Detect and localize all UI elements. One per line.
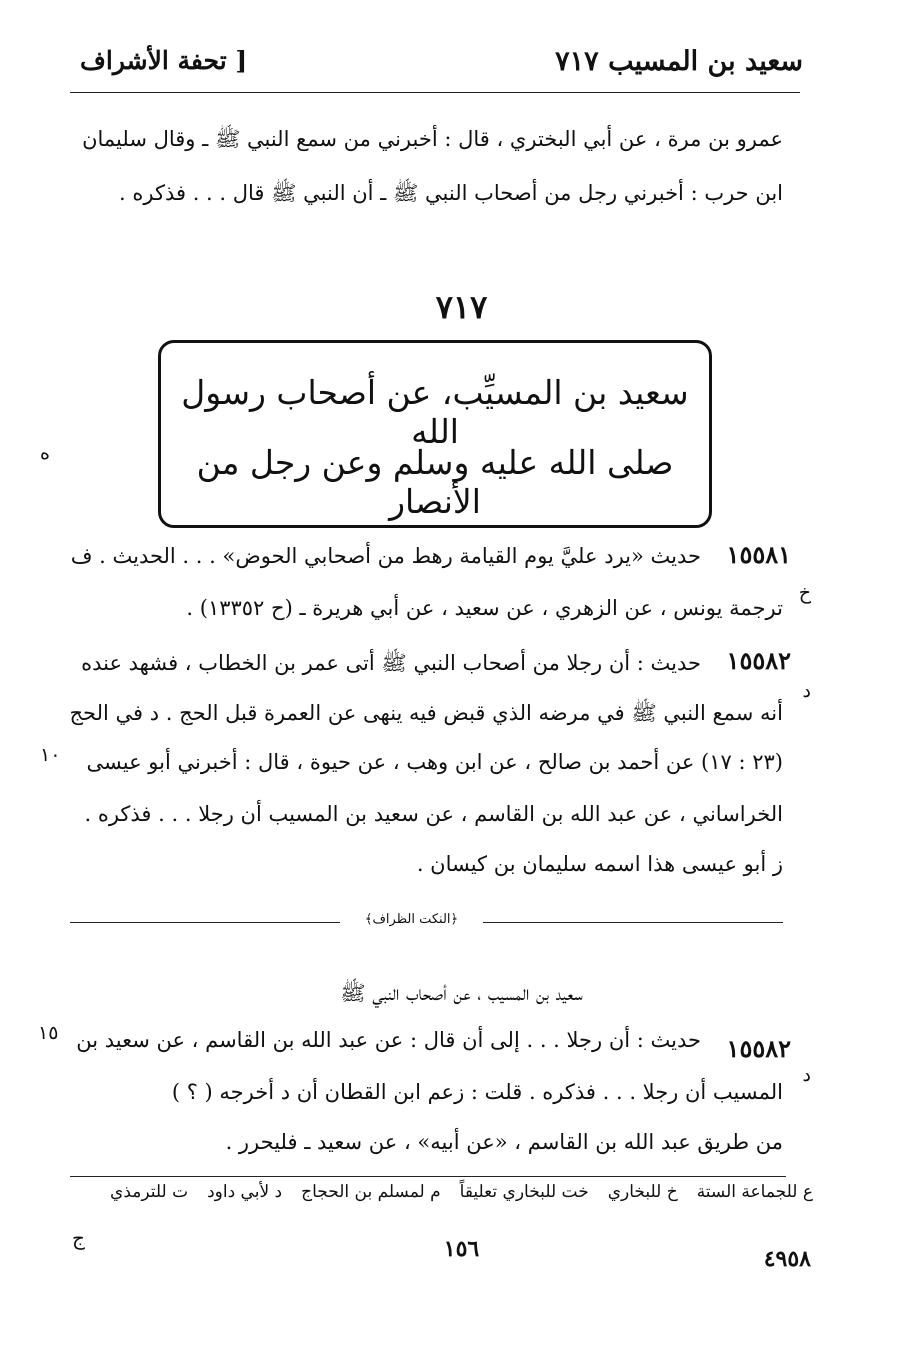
divider-rule-right [483, 922, 783, 923]
hadith-number-15582-nukat: ١٥٥٨٢ [726, 1034, 791, 1063]
nukat-line-2: المسيب أن رجلا . . . فذكره . قلت : زعم ابن القطان أن د أخرجه ( ؟ ) [171, 1080, 783, 1104]
chapter-title-line-2: صلى الله عليه وسلم وعن رجل من الأنصار [196, 443, 674, 521]
sigla-item: خ للبخاري [607, 1182, 678, 1202]
entry-15582-line-5: ز أبو عيسى هذا اسمه سليمان بن كيسان . [416, 852, 783, 876]
footnote-sigla [110, 1182, 813, 1202]
running-header-title: سعيد بن المسيب ٧١٧ [555, 46, 803, 77]
header-rule [70, 92, 800, 93]
chapter-title-box [158, 340, 712, 528]
margin-line-number-15: ١٥ [38, 1022, 59, 1044]
margin-line-number-10: ١٠ [40, 744, 61, 766]
entry-15582-line-1: حديث : أن رجلا من أصحاب النبي ﷺ أتى عمر بن الخطاب ، فشهد عنده [81, 651, 701, 675]
bottom-sequence-number: ٤٩٥٨ [763, 1246, 811, 1272]
entry-15582-side-mark: د [802, 680, 811, 702]
intro-line-2: ابن حرب : أخبرني رجل من أصحاب النبي ﷺ ـ أن النبي ﷺ قال . . . فذكره . [119, 181, 783, 205]
bottom-signature-letter: ج [72, 1226, 85, 1250]
section-number: ٧١٧ [435, 288, 488, 326]
hadith-number-15582: ١٥٥٨٢ [726, 646, 791, 675]
sigla-item: م لمسلم بن الحجاج [301, 1182, 441, 1202]
entry-15582-line-3: (٢٣ : ١٧) عن أحمد بن صالح ، عن ابن وهب ، عن حيوة ، قال : أخبرني أبو عيسى [86, 750, 783, 774]
entry-15582-line-4: الخراساني ، عن عبد الله بن القاسم ، عن سعيد بن المسيب أن رجلا . . . فذكره . [84, 802, 783, 826]
nukat-line-3: من طريق عبد الله بن القاسم ، «عن أبيه» ، عن سعيد ـ فليحرر . [225, 1130, 783, 1154]
nukat-line-1: حديث : أن رجلا . . . إلى أن قال : عن عبد الله بن القاسم ، عن سعيد بن [76, 1028, 701, 1052]
entry-15581-side-mark: خ [798, 582, 811, 604]
divider-rule-left [70, 922, 340, 923]
running-header-book: [ تحفة الأشراف [80, 46, 248, 75]
sigla-item: د لأبي داود [207, 1182, 283, 1202]
entry-15582-line-2: أنه سمع النبي ﷺ في مرضه الذي قبض فيه ينهى عن العمرة قبل الحج . د في الحج [69, 701, 783, 725]
divider-label: ﴿النكت الظراف﴾ [364, 912, 459, 927]
sigla-item: خت للبخاري تعليقاً [459, 1182, 589, 1202]
sigla-item: ت للترمذي [110, 1182, 189, 1202]
intro-line-1: عمرو بن مرة ، عن أبي البختري ، قال : أخبرني من سمع النبي ﷺ ـ وقال سليمان [82, 127, 783, 151]
entry-15581-line-2: ترجمة يونس ، عن الزهري ، عن سعيد ، عن أبي هريرة ـ (ح ١٣٣٥٢) . [186, 596, 783, 620]
left-margin-mark: ه [40, 442, 50, 464]
sigla-item: ع للجماعة الستة [696, 1182, 813, 1202]
page-number: ١٥٦ [443, 1236, 480, 1262]
footnote-rule [70, 1176, 786, 1177]
hadith-number-15581: ١٥٥٨١ [726, 540, 791, 569]
nukat-side-mark: د [802, 1064, 811, 1086]
chapter-title-line-1: سعيد بن المسيِّب، عن أصحاب رسول الله [181, 373, 689, 451]
nukat-heading: سعيد بن المسيب ، عن أصحاب النبي ﷺ [340, 981, 583, 1005]
entry-15581-line-1: حديث «يرد عليَّ يوم القيامة رهط من أصحابي الحوض» . . . الحديث . ف [70, 544, 701, 568]
